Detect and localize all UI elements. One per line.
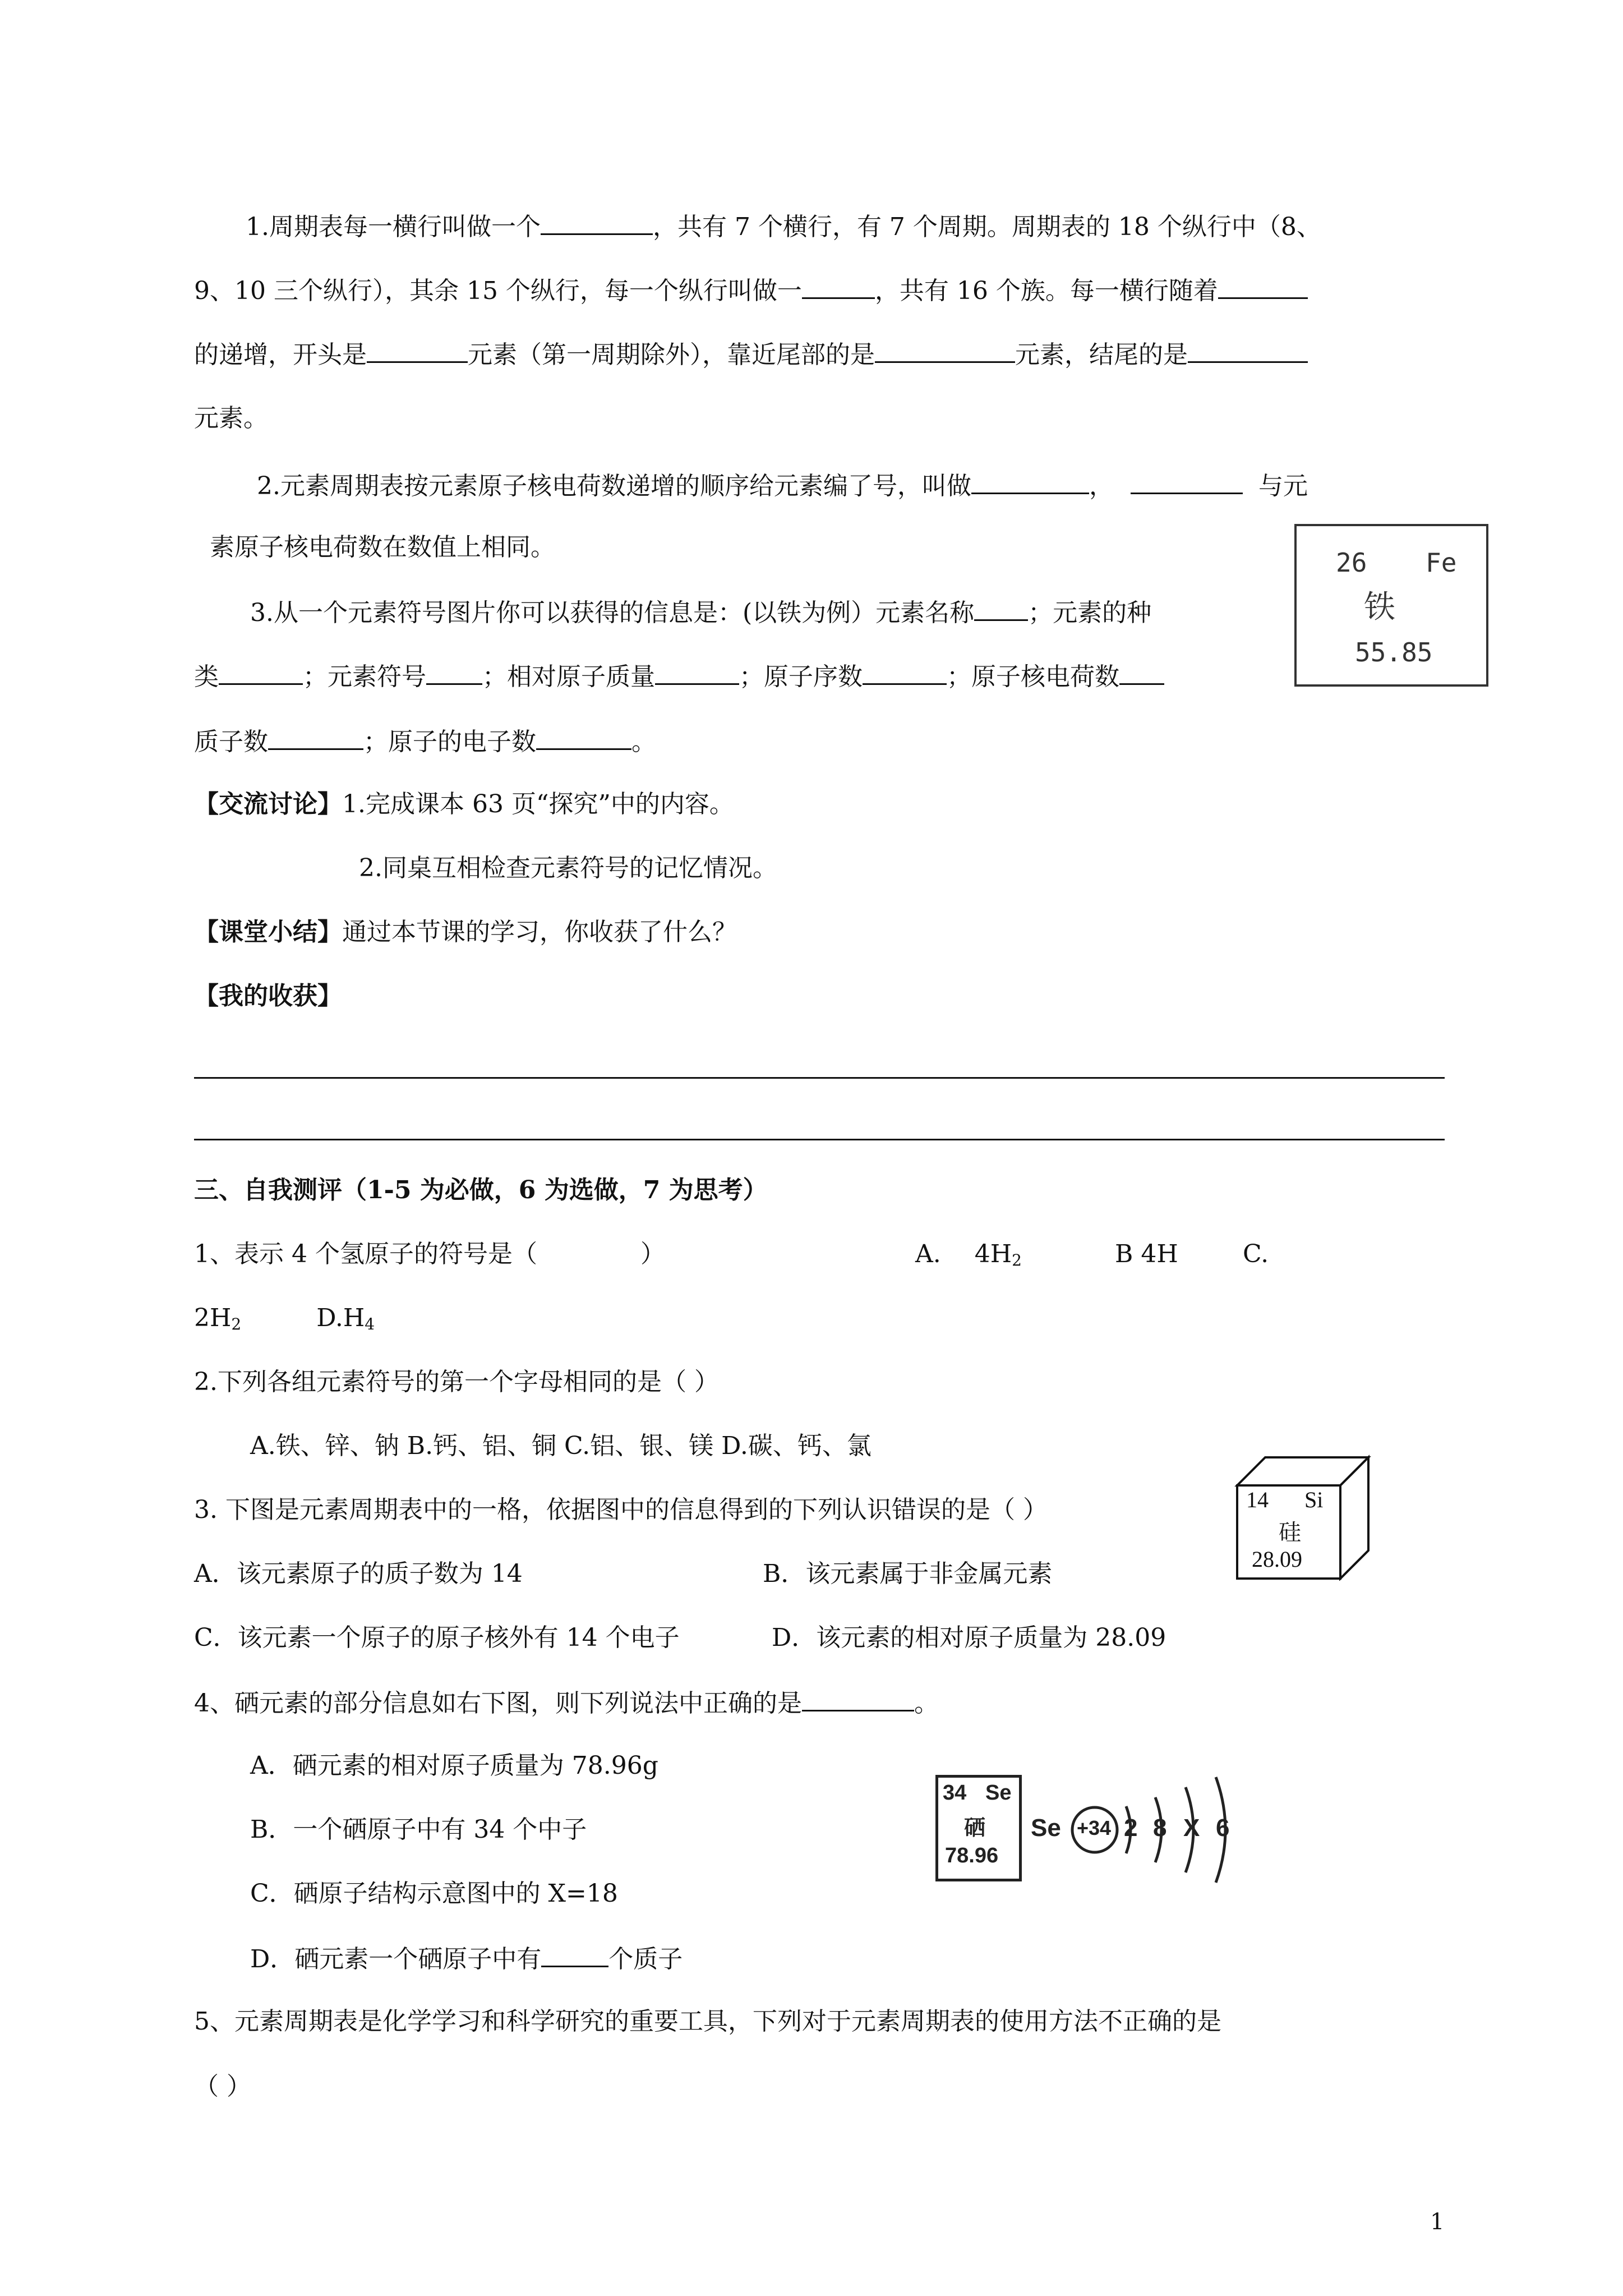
discussion-line1: [194, 788, 734, 821]
st-q4-text: 4、硒元素的部分信息如右下图，则下列说法中正确的是: [194, 1689, 802, 1718]
q1-text: 的递增，开头是: [194, 341, 367, 369]
q2-text: ，: [1089, 472, 1114, 500]
q2-line2: 素原子核电荷数在数值上相同。: [210, 533, 555, 562]
si-symbol: Si: [1304, 1487, 1324, 1512]
q3-text: ；原子核电荷数: [947, 662, 1119, 691]
q3-text: 3.从一个元素符号图片你可以获得的信息是：(以铁为例）元素名称: [250, 599, 975, 627]
q1-text: 1.周期表每一横行叫做一个: [246, 213, 541, 241]
st-q4-line: [194, 1685, 939, 1720]
st-q1-option-d[interactable]: [316, 1304, 375, 1332]
q3-text: ；元素的种: [1028, 599, 1152, 627]
st-q3-option-d[interactable]: D．该元素的相对原子质量为 28.09: [772, 1623, 1166, 1652]
q3-line1: [250, 595, 1151, 630]
se-atomic-number: 34: [943, 1781, 967, 1805]
q1-text: 元素，结尾的是: [1015, 341, 1188, 369]
option-value: 2H: [194, 1304, 232, 1332]
q3-line2: [194, 659, 1164, 694]
q1-text: ，共有 7 个横行，有 7 个周期。周期表的 18 个纵行中（8、: [652, 213, 1321, 241]
st-q1-text: 1、表示 4 个氢原子的符号是（: [194, 1240, 537, 1268]
st-q2-options[interactable]: A.铁、锌、钠 B.钙、铝、铜 C.铝、银、镁 D.碳、钙、氯: [250, 1432, 872, 1460]
q1-blank-increase[interactable]: [1218, 273, 1308, 299]
st-q3-option-c[interactable]: C．该元素一个原子的原子核外有 14 个电子: [194, 1623, 680, 1652]
q1-blank-end[interactable]: [1188, 337, 1308, 363]
q3-text: 质子数: [194, 728, 268, 756]
st-q1-line1: [194, 1237, 665, 1271]
st-q1-option-b[interactable]: B 4H: [1115, 1240, 1178, 1268]
fe-atomic-number: 26: [1336, 547, 1367, 578]
se-atomic-mass: 78.96: [945, 1844, 999, 1867]
se-name: 硒: [964, 1816, 986, 1840]
q2-text: 2.元素周期表按元素原子核电荷数递增的顺序给元素编了号，叫做: [257, 472, 971, 500]
q1-text: 元素（第一周期除外），靠近尾部的是: [468, 341, 875, 369]
self-test-heading: 三、自我测评（1-5 为必做，6 为选做，7 为思考）: [194, 1176, 768, 1204]
option-value: D.H: [316, 1304, 365, 1332]
q3-text: ；相对原子质量: [482, 662, 655, 691]
page-number: 1: [1430, 2209, 1445, 2235]
q3-blank-protons[interactable]: [268, 724, 363, 750]
q2-blank-1[interactable]: [971, 468, 1089, 494]
st-q1-option-c-label[interactable]: C.: [1243, 1240, 1269, 1268]
se-nucleus-charge: +34: [1077, 1816, 1112, 1839]
q1-line3: [194, 337, 1308, 372]
option-subscript: 2: [231, 1315, 242, 1333]
q2-blank-2[interactable]: [1131, 468, 1243, 494]
summary-text: 通过本节课的学习，你收获了什么？: [342, 918, 737, 946]
q3-text: 。: [631, 728, 656, 756]
st-q1-line2: [194, 1301, 375, 1335]
q1-blank-group[interactable]: [802, 273, 875, 299]
q1-blank-period[interactable]: [541, 209, 653, 235]
summary-label: 【课堂小结】: [194, 918, 342, 946]
discussion-item-1: 1.完成课本 63 页“探究”中的内容。: [342, 790, 734, 818]
summary-line: [194, 915, 737, 949]
st-q4-blank[interactable]: [802, 1685, 914, 1711]
option-value: 4H: [974, 1240, 1012, 1268]
q3-text: ；原子序数: [739, 662, 863, 691]
se-atom-structure-diagram: [1031, 1767, 1244, 1890]
st-q1-option-c-value[interactable]: [194, 1304, 241, 1332]
q3-text: ；元素符号: [303, 662, 426, 691]
st-q1-paren[interactable]: ）: [640, 1240, 665, 1268]
q3-text: ；原子的电子数: [363, 728, 536, 756]
q3-line3: [194, 724, 656, 759]
st-q4-text: 。: [914, 1689, 939, 1718]
option-text: 个质子: [608, 1945, 683, 1973]
q3-text: 类: [194, 662, 219, 691]
se-shell-2: 8: [1153, 1814, 1167, 1842]
q3-blank-kind[interactable]: [219, 659, 303, 685]
se-diagram-symbol: Se: [1031, 1814, 1061, 1842]
se-shell-1: 2: [1124, 1814, 1138, 1842]
q1-blank-start[interactable]: [367, 337, 468, 363]
fe-element-cell: [1294, 524, 1488, 687]
option-text: D．硒元素一个硒原子中有: [250, 1945, 542, 1973]
q3-blank-symbol[interactable]: [426, 659, 482, 685]
q1-blank-near-end[interactable]: [875, 337, 1015, 363]
q1-text: ，共有 16 个族。每一横行随着: [874, 277, 1218, 305]
q1-line2: [194, 273, 1308, 308]
st-q4-option-b[interactable]: B．一个硒原子中有 34 个中子: [250, 1815, 587, 1844]
q3-blank-mass[interactable]: [655, 659, 739, 685]
st-q5-paren[interactable]: （ ）: [194, 2072, 251, 2101]
si-name: 硅: [1279, 1520, 1301, 1545]
discussion-label: 【交流讨论】: [194, 790, 342, 818]
q1-line1: [246, 209, 1321, 244]
se-element-cell: [935, 1775, 1022, 1881]
si-element-cube: [1232, 1452, 1383, 1581]
fe-atomic-mass: 55.85: [1355, 637, 1433, 668]
st-q4-option-a[interactable]: A．硒元素的相对原子质量为 78.96g: [250, 1751, 658, 1780]
si-atomic-mass: 28.09: [1252, 1547, 1302, 1572]
si-atomic-number: 14: [1246, 1487, 1269, 1512]
st-q5-line1: 5、元素周期表是化学学习和科学研究的重要工具，下列对于元素周期表的使用方法不正确的是: [194, 2007, 1221, 2036]
q2-text: 与元: [1258, 472, 1308, 500]
st-q4-option-d[interactable]: [250, 1941, 683, 1976]
discussion-item-2: 2.同桌互相检查元素符号的记忆情况。: [359, 854, 777, 882]
q3-blank-electrons[interactable]: [536, 724, 631, 750]
q1-text: 9、10 三个纵行），其余 15 个纵行，每一个纵行叫做一: [194, 277, 802, 305]
answer-line-2[interactable]: [194, 1139, 1445, 1140]
st-q3-option-a[interactable]: A．该元素原子的质子数为 14: [194, 1559, 523, 1588]
st-q4-d-blank[interactable]: [541, 1941, 608, 1967]
q3-blank-charge[interactable]: [1119, 659, 1164, 685]
se-symbol: Se: [985, 1781, 1012, 1805]
st-q4-option-c[interactable]: C．硒原子结构示意图中的 X=18: [250, 1879, 618, 1908]
fe-symbol: Fe: [1426, 547, 1457, 578]
st-q3-text: 3. 下图是元素周期表中的一格，依据图中的信息得到的下列认识错误的是（ ）: [194, 1496, 1048, 1524]
option-letter: A.: [915, 1240, 941, 1268]
st-q2-text: 2.下列各组元素符号的第一个字母相同的是（ ）: [194, 1368, 719, 1396]
se-shell-3: X: [1183, 1814, 1200, 1842]
se-shell-4: 6: [1216, 1814, 1230, 1842]
q1-line4: 元素。: [194, 404, 268, 432]
q3-blank-number[interactable]: [863, 659, 947, 685]
fe-name: 铁: [1364, 589, 1395, 625]
st-q1-option-a[interactable]: [915, 1237, 1022, 1271]
option-subscript: 4: [365, 1315, 375, 1333]
q2-line1: [257, 468, 1308, 503]
q3-blank-name[interactable]: [974, 595, 1028, 621]
st-q3-option-b[interactable]: B．该元素属于非金属元素: [763, 1559, 1053, 1588]
option-subscript: 2: [1012, 1251, 1022, 1269]
answer-line-1[interactable]: [194, 1077, 1445, 1079]
harvest-label: 【我的收获】: [194, 982, 342, 1010]
